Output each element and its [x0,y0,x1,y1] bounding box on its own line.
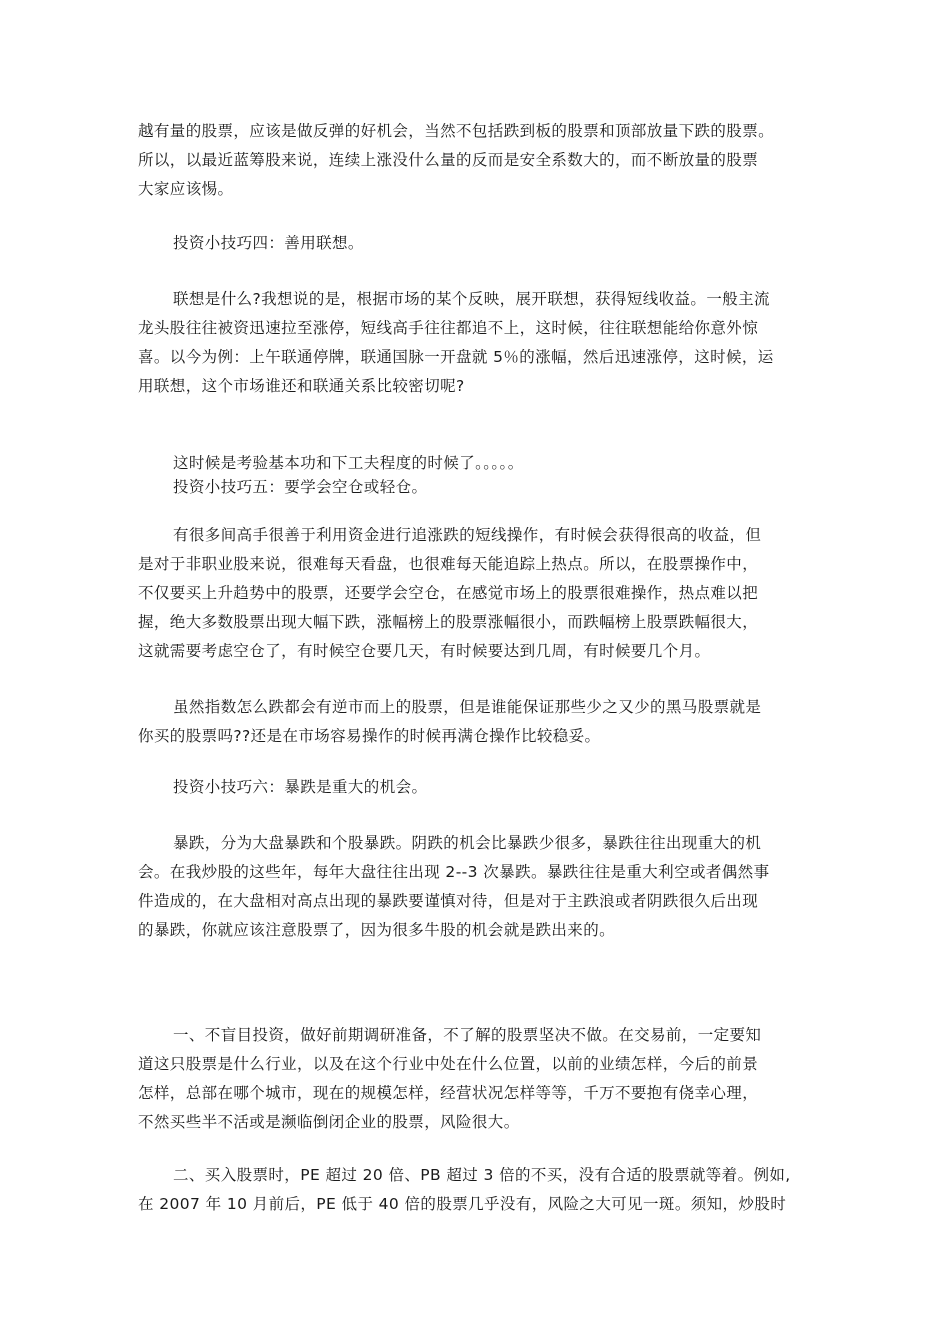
line-text: 所以，以最近蓝筹股来说，连续上涨没什么量的反而是安全系数大的，而不断放量的股票 [138,151,759,169]
text-line [138,1050,818,1079]
text-line [138,550,818,579]
text-line [138,1190,818,1219]
line-text: 虽然指数怎么跌都会有逆市而上的股票，但是谁能保证那些少之又少的黑马股票就是 [173,698,762,716]
line-text: 有很多间高手很善于利用资金进行追涨跌的短线操作，有时候会获得很高的收益，但 [173,526,762,544]
text-line [138,1108,818,1137]
line-text: 件造成的，在大盘相对高点出现的暴跌要谨慎对待，但是对于主跌浪或者阴跌很久后出现 [138,892,759,910]
paragraph [138,773,818,802]
text-line [138,146,818,175]
line-text: 二、买入股票时，PE 超过 20 倍、PB 超过 3 倍的不买，没有合适的股票就等着。例如, [173,1166,791,1184]
line-text: 这就需要考虑空仓了，有时候空仓要几天，有时候要达到几周，有时候要几个月。 [138,642,711,660]
text-line [138,858,818,887]
line-text: 喜。以今为例：上午联通停牌，联通国脉一开盘就 5％的涨幅，然后迅速涨停，这时候，运 [138,348,774,366]
line-text: 是对于非职业股来说，很难每天看盘，也很难每天能追踪上热点。所以，在股票操作中， [138,555,759,573]
text-line [138,314,818,343]
line-text: 握，绝大多数股票出现大幅下跌，涨幅榜上的股票涨幅很小，而跌幅榜上股票跌幅很大， [138,613,759,631]
paragraph [138,693,818,751]
paragraph [138,521,818,666]
line-text: 怎样，总部在哪个城市，现在的规模怎样，经营状况怎样等等，千万不要抱有侥幸心理， [138,1084,759,1102]
paragraph [138,829,818,945]
line-text: 暴跌，分为大盘暴跌和个股暴跌。阴跌的机会比暴跌少很多，暴跌往往出现重大的机 [173,834,762,852]
line-text: 投资小技巧五：要学会空仓或轻仓。 [173,478,428,496]
line-text: 投资小技巧四：善用联想。 [173,234,364,252]
text-line [138,285,818,314]
text-line [138,608,818,637]
line-text: 大家应该惕。 [138,180,234,198]
line-text: 越有量的股票，应该是做反弹的好机会，当然不包括跌到板的股票和顶部放量下跌的股票。 [138,122,775,140]
text-line [138,693,818,722]
text-line [138,1079,818,1108]
line-text: 投资小技巧六：暴跌是重大的机会。 [173,778,428,796]
paragraph [138,1021,818,1137]
text-line [138,1021,818,1050]
line-text: 用联想，这个市场谁还和联通关系比较密切呢? [138,377,465,395]
text-line [138,343,818,372]
paragraph [138,1161,818,1219]
line-text: 在 2007 年 10 月前后，PE 低于 40 倍的股票几乎没有，风险之大可见一斑。须知，炒股时 [138,1195,787,1213]
text-line [138,773,818,802]
paragraph [138,117,818,204]
line-text: 不仅要买上升趋势中的股票，还要学会空仓，在感觉市场上的股票很难操作，热点难以把 [138,584,759,602]
text-line [138,117,818,146]
text-line [138,1161,818,1190]
text-line [138,473,818,502]
text-line [138,829,818,858]
line-text: 联想是什么?我想说的是，根据市场的某个反映，展开联想，获得短线收益。一般主流 [173,290,770,308]
text-line [138,175,818,204]
line-text: 你买的股票吗??还是在市场容易操作的时候再满仓操作比较稳妥。 [138,727,601,745]
text-line [138,229,818,258]
paragraph [138,229,818,258]
line-text: 不然买些半不活或是濒临倒闭企业的股票，风险很大。 [138,1113,520,1131]
line-text: 道这只股票是什么行业，以及在这个行业中处在什么位置，以前的业绩怎样，今后的前景 [138,1055,759,1073]
text-line [138,887,818,916]
line-text: 一、不盲目投资，做好前期调研准备，不了解的股票坚决不做。在交易前，一定要知 [173,1026,762,1044]
text-line [138,579,818,608]
text-line [138,372,818,401]
line-text: 这时候是考验基本功和下工夫程度的时候了。。。。。 [173,454,524,472]
paragraph [138,473,818,502]
line-text: 的暴跌，你就应该注意股票了，因为很多牛股的机会就是跌出来的。 [138,921,616,939]
text-line [138,521,818,550]
line-text: 会。在我炒股的这些年，每年大盘往往出现 2--3 次暴跌。暴跌往往是重大利空或者偶然事 [138,863,770,881]
text-line [138,722,818,751]
line-text: 龙头股往往被资迅速拉至涨停，短线高手往往都追不上，这时候，往往联想能给你意外惊 [138,319,759,337]
paragraph [138,285,818,401]
text-line [138,916,818,945]
text-line [138,637,818,666]
